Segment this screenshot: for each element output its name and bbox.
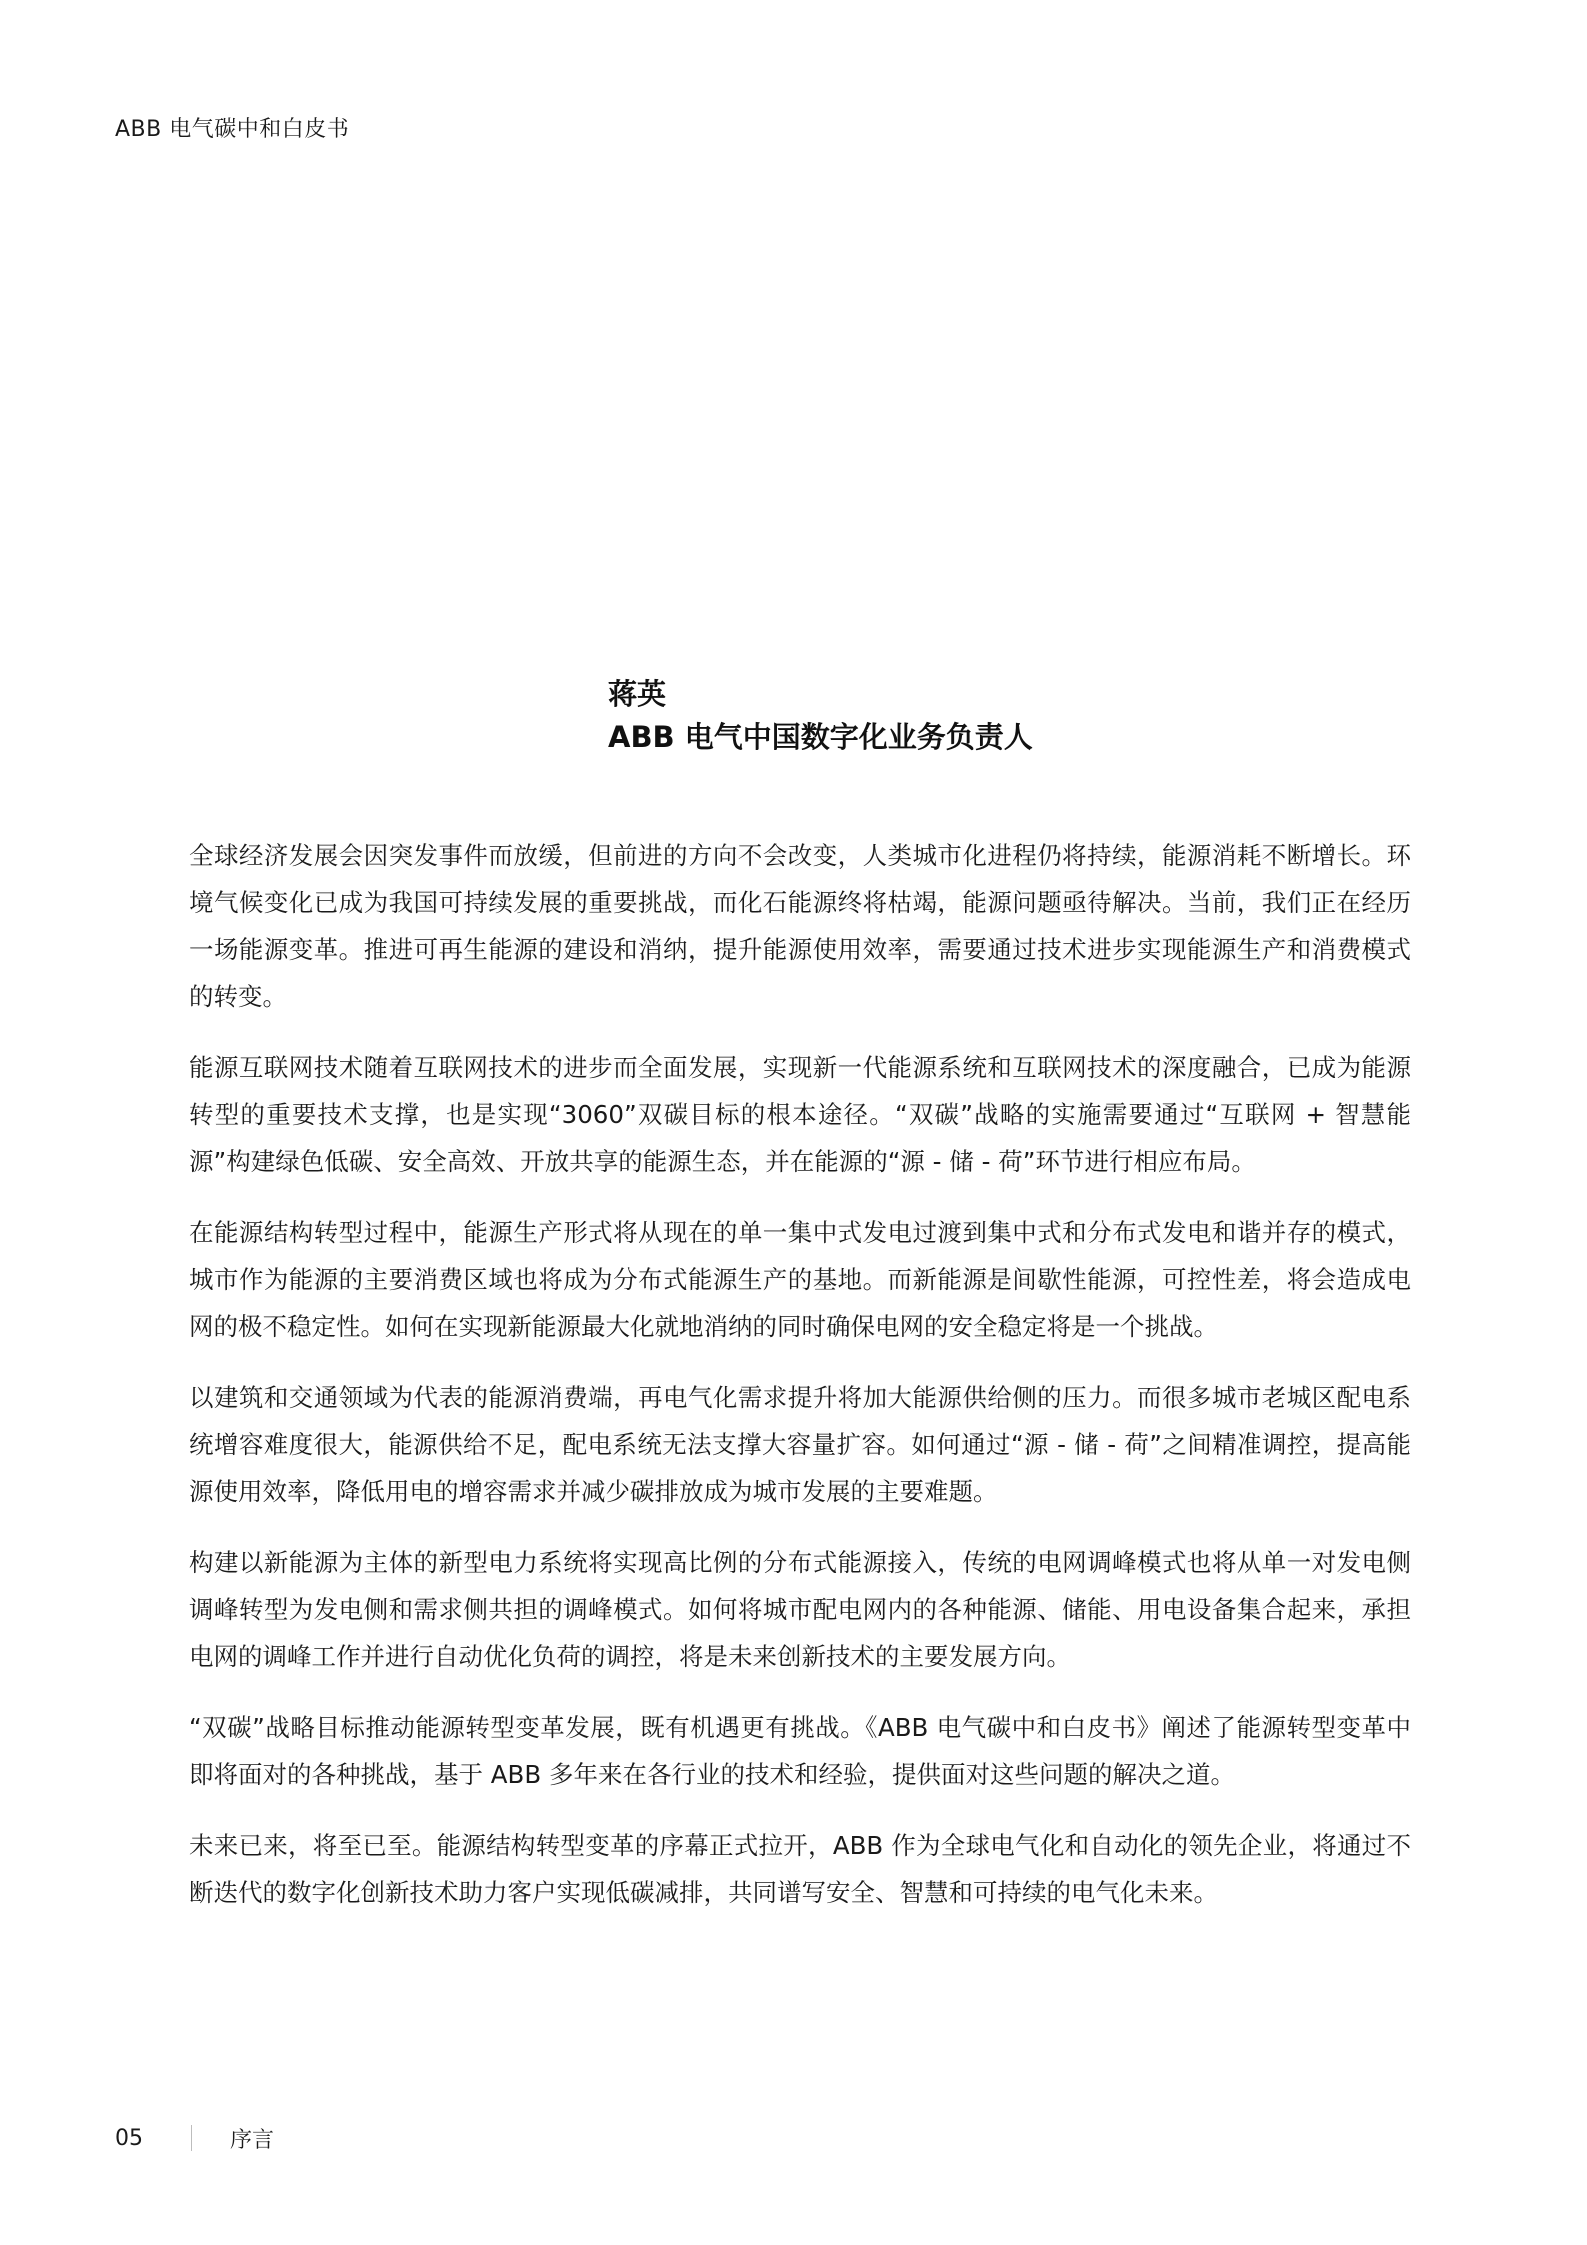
paragraph-5: 构建以新能源为主体的新型电力系统将实现高比例的分布式能源接入，传统的电网调峰模式也将从单一对发电侧调峰转型为发电侧和需求侧共担的调峰模式。如何将城市配电网内的各种能源、储能、用电设备集合起来，承担电网的调峰工作并进行自动优化负荷的调控，将是未来创新技术的主要发展方向。 [189,1548,1411,1671]
footer-divider [191,2125,192,2151]
paragraph-6: “双碳”战略目标推动能源转型变革发展，既有机遇更有挑战。《ABB 电气碳中和白皮书》阐述了能源转型变革中即将面对的各种挑战，基于 ABB 多年来在各行业的技术和经验，提供面对这些问题的解决之道。 [189,1713,1411,1789]
paragraph-7: 未来已来，将至已至。能源结构转型变革的序幕正式拉开，ABB 作为全球电气化和自动化的领先企业，将通过不断迭代的数字化创新技术助力客户实现低碳减排，共同谱写安全、智慧和可持续的电气化未来。 [189,1831,1411,1907]
paragraph-4: 以建筑和交通领域为代表的能源消费端，再电气化需求提升将加大能源供给侧的压力。而很多城市老城区配电系统增容难度很大，能源供给不足，配电系统无法支撑大容量扩容。如何通过“源 - 储 - 荷”之间精准调控，提高能源使用效率，降低用电的增容需求并减少碳排放成为城市发展的主要难题。 [189,1383,1411,1506]
author-name: 蒋英 [608,677,667,711]
running-header: ABB 电气碳中和白皮书 [115,117,350,142]
page-footer [115,2121,274,2155]
section-name: 序言 [230,2127,275,2153]
author-position: ABB 电气中国数字化业务负责人 [608,720,1033,754]
paragraph-3: 在能源结构转型过程中，能源生产形式将从现在的单一集中式发电过渡到集中式和分布式发电和谐并存的模式，城市作为能源的主要消费区域也将成为分布式能源生产的基地。而新能源是间歇性能源，可控性差，将会造成电网的极不稳定性。如何在实现新能源最大化就地消纳的同时确保电网的安全稳定将是一个挑战。 [189,1218,1411,1341]
paragraph-1: 全球经济发展会因突发事件而放缓，但前进的方向不会改变，人类城市化进程仍将持续，能源消耗不断增长。环境气候变化已成为我国可持续发展的重要挑战，而化石能源终将枯竭，能源问题亟待解决。当前，我们正在经历一场能源变革。推进可再生能源的建设和消纳，提升能源使用效率，需要通过技术进步实现能源生产和消费模式的转变。 [189,841,1411,1011]
author-block [608,673,1033,759]
preface-body [189,832,1411,1940]
page-number: 05 [115,2125,143,2151]
paragraph-2: 能源互联网技术随着互联网技术的进步而全面发展，实现新一代能源系统和互联网技术的深度融合，已成为能源转型的重要技术支撑，也是实现“3060”双碳目标的根本途径。“双碳”战略的实施需要通过“互联网 + 智慧能源”构建绿色低碳、安全高效、开放共享的能源生态，并在能源的“源 - 储 - 荷”环节进行相应布局。 [189,1053,1411,1176]
